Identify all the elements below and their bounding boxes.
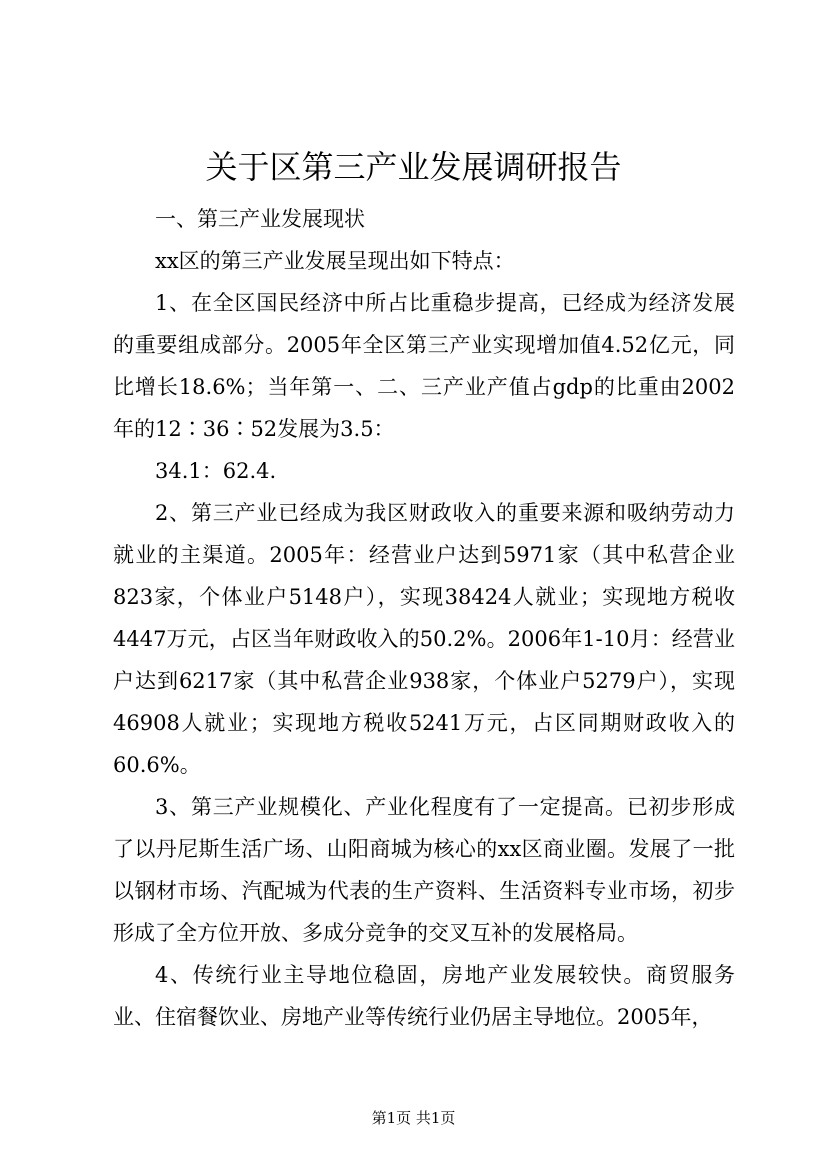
paragraph: 1、在全区国民经济中所占比重稳步提高，已经成为经济发展的重要组成部分。2005年全区第三产业实现增加值4.52亿元，同比增长18.6%；当年第一、二、三产业产值占gdp的比重由2002年的12∶36∶52发展为3.5： — [113, 291, 735, 441]
paragraph: 4、传统行业主导地位稳固，房地产业发展较快。商贸服务业、住宿餐饮业、房地产业等传统行业仍居主导地位。2005年， — [113, 963, 735, 1029]
paragraph: 34.1：62.4. — [155, 459, 277, 483]
document-body — [113, 198, 735, 1038]
document-title: 关于区第三产业发展调研报告 — [205, 148, 622, 186]
paragraph: xx区的第三产业发展呈现出如下特点： — [155, 249, 515, 273]
paragraph: 2、第三产业已经成为我区财政收入的重要来源和吸纳劳动力就业的主渠道。2005年：经营业户达到5971家（其中私营企业823家，个体业户5148户），实现38424人就业；实现地方税收4447万元，占区当年财政收入的50.2%。2006年1-10月：经营业户达到6217家（其中私营企业938家，个体业户5279户），实现46908人就业；实现地方税收5241万元，占区同期财政收入的60.6%。 — [113, 501, 735, 777]
paragraph: 3、第三产业规模化、产业化程度有了一定提高。已初步形成了以丹尼斯生活广场、山阳商城为核心的xx区商业圈。发展了一批以钢材市场、汽配城为代表的生产资料、生活资料专业市场，初步形成了全方位开放、多成分竞争的交叉互补的发展格局。 — [113, 795, 735, 945]
page-footer: 第1页 共1页 — [371, 1109, 456, 1127]
section-heading: 一、第三产业发展现状 — [155, 207, 365, 231]
